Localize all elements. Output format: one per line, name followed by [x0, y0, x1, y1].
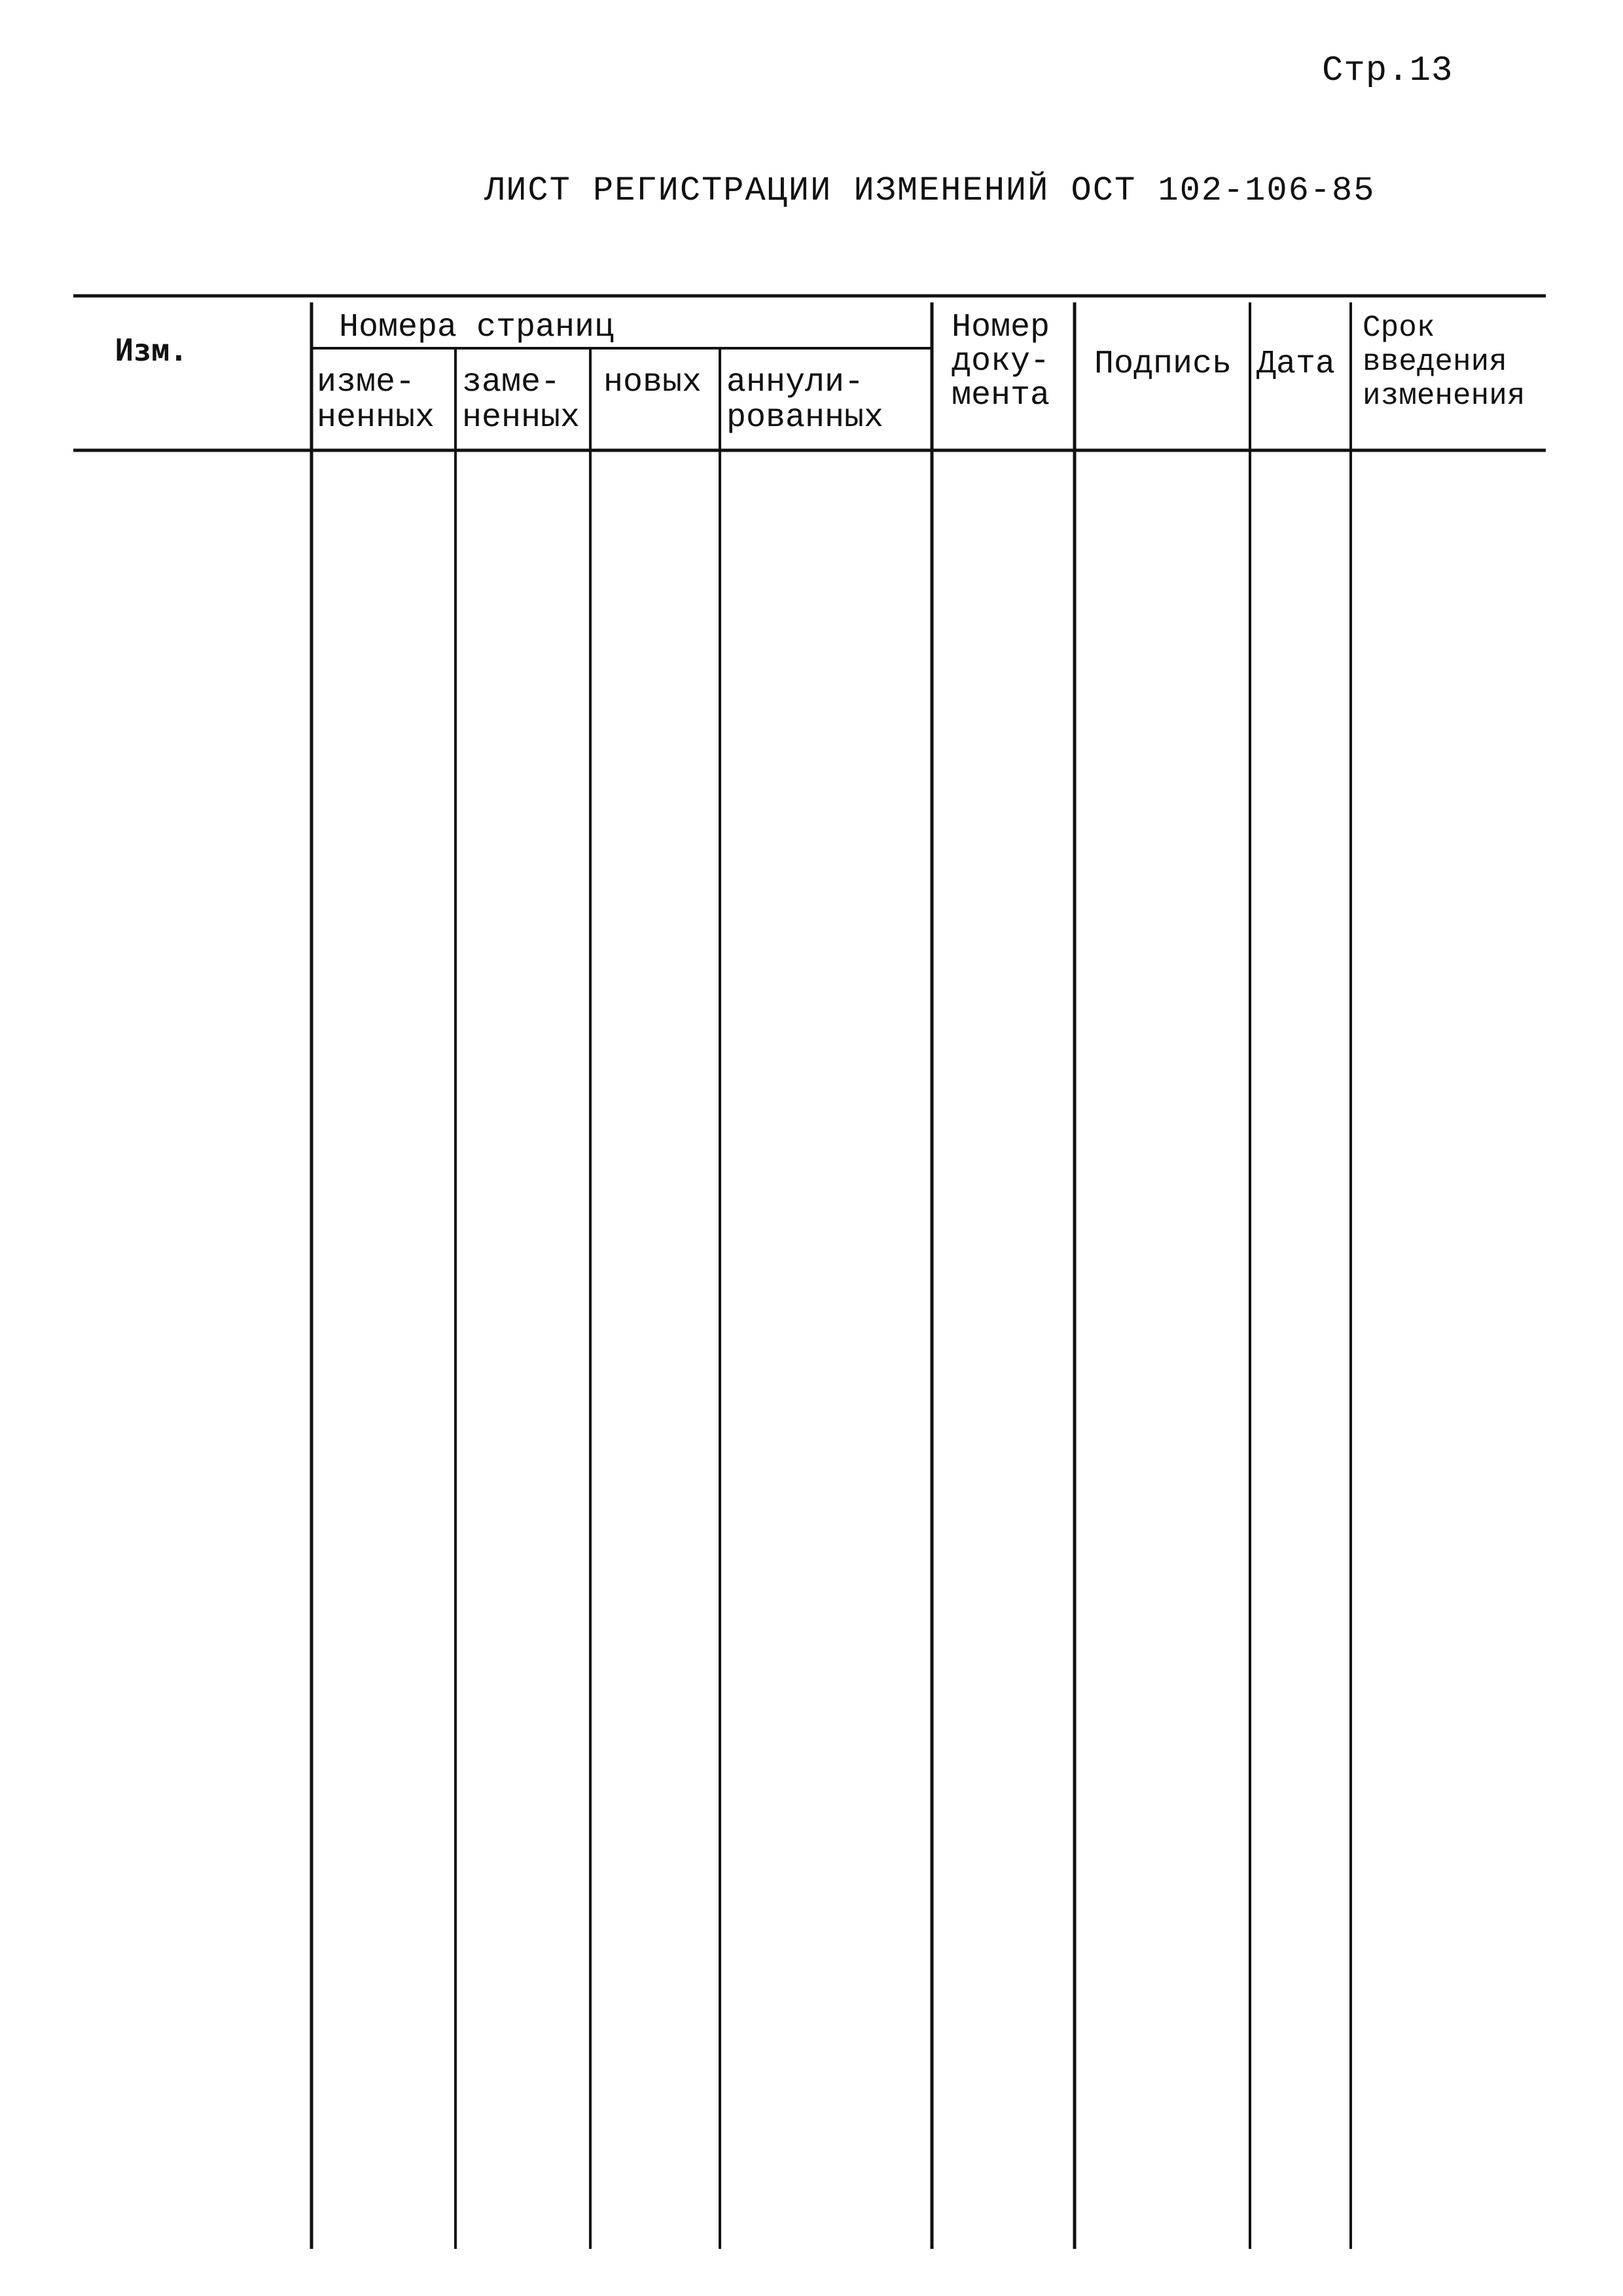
header-signature: Подпись [1094, 346, 1232, 383]
header-docnum-line3: мента [952, 377, 1050, 414]
header-term-line3: изменения [1363, 379, 1525, 413]
header-new: новых [603, 364, 702, 401]
header-date: Дата [1257, 346, 1336, 383]
header-docnum-line1: Номер [952, 309, 1050, 346]
header-replaced-line1: заме- [462, 364, 561, 401]
header-term-line2: введения [1363, 345, 1507, 379]
header-term-line1: Срок [1363, 311, 1435, 345]
header-cancelled-line1: аннули- [726, 364, 865, 401]
page-number: Стр.13 [1322, 51, 1454, 91]
header-docnum-line2: доку- [952, 343, 1050, 380]
header-replaced-line2: ненных [462, 399, 580, 437]
header-izm: Изм. [115, 332, 188, 368]
header-changed-line1: изме- [317, 364, 416, 401]
header-cancelled-line2: рованных [726, 399, 884, 437]
header-page-numbers: Номера страниц [339, 309, 615, 346]
header-changed-line2: ненных [317, 399, 435, 437]
page-title: ЛИСТ РЕГИСТРАЦИИ ИЗМЕНЕНИЙ ОСТ 102-106-85 [484, 171, 1376, 210]
